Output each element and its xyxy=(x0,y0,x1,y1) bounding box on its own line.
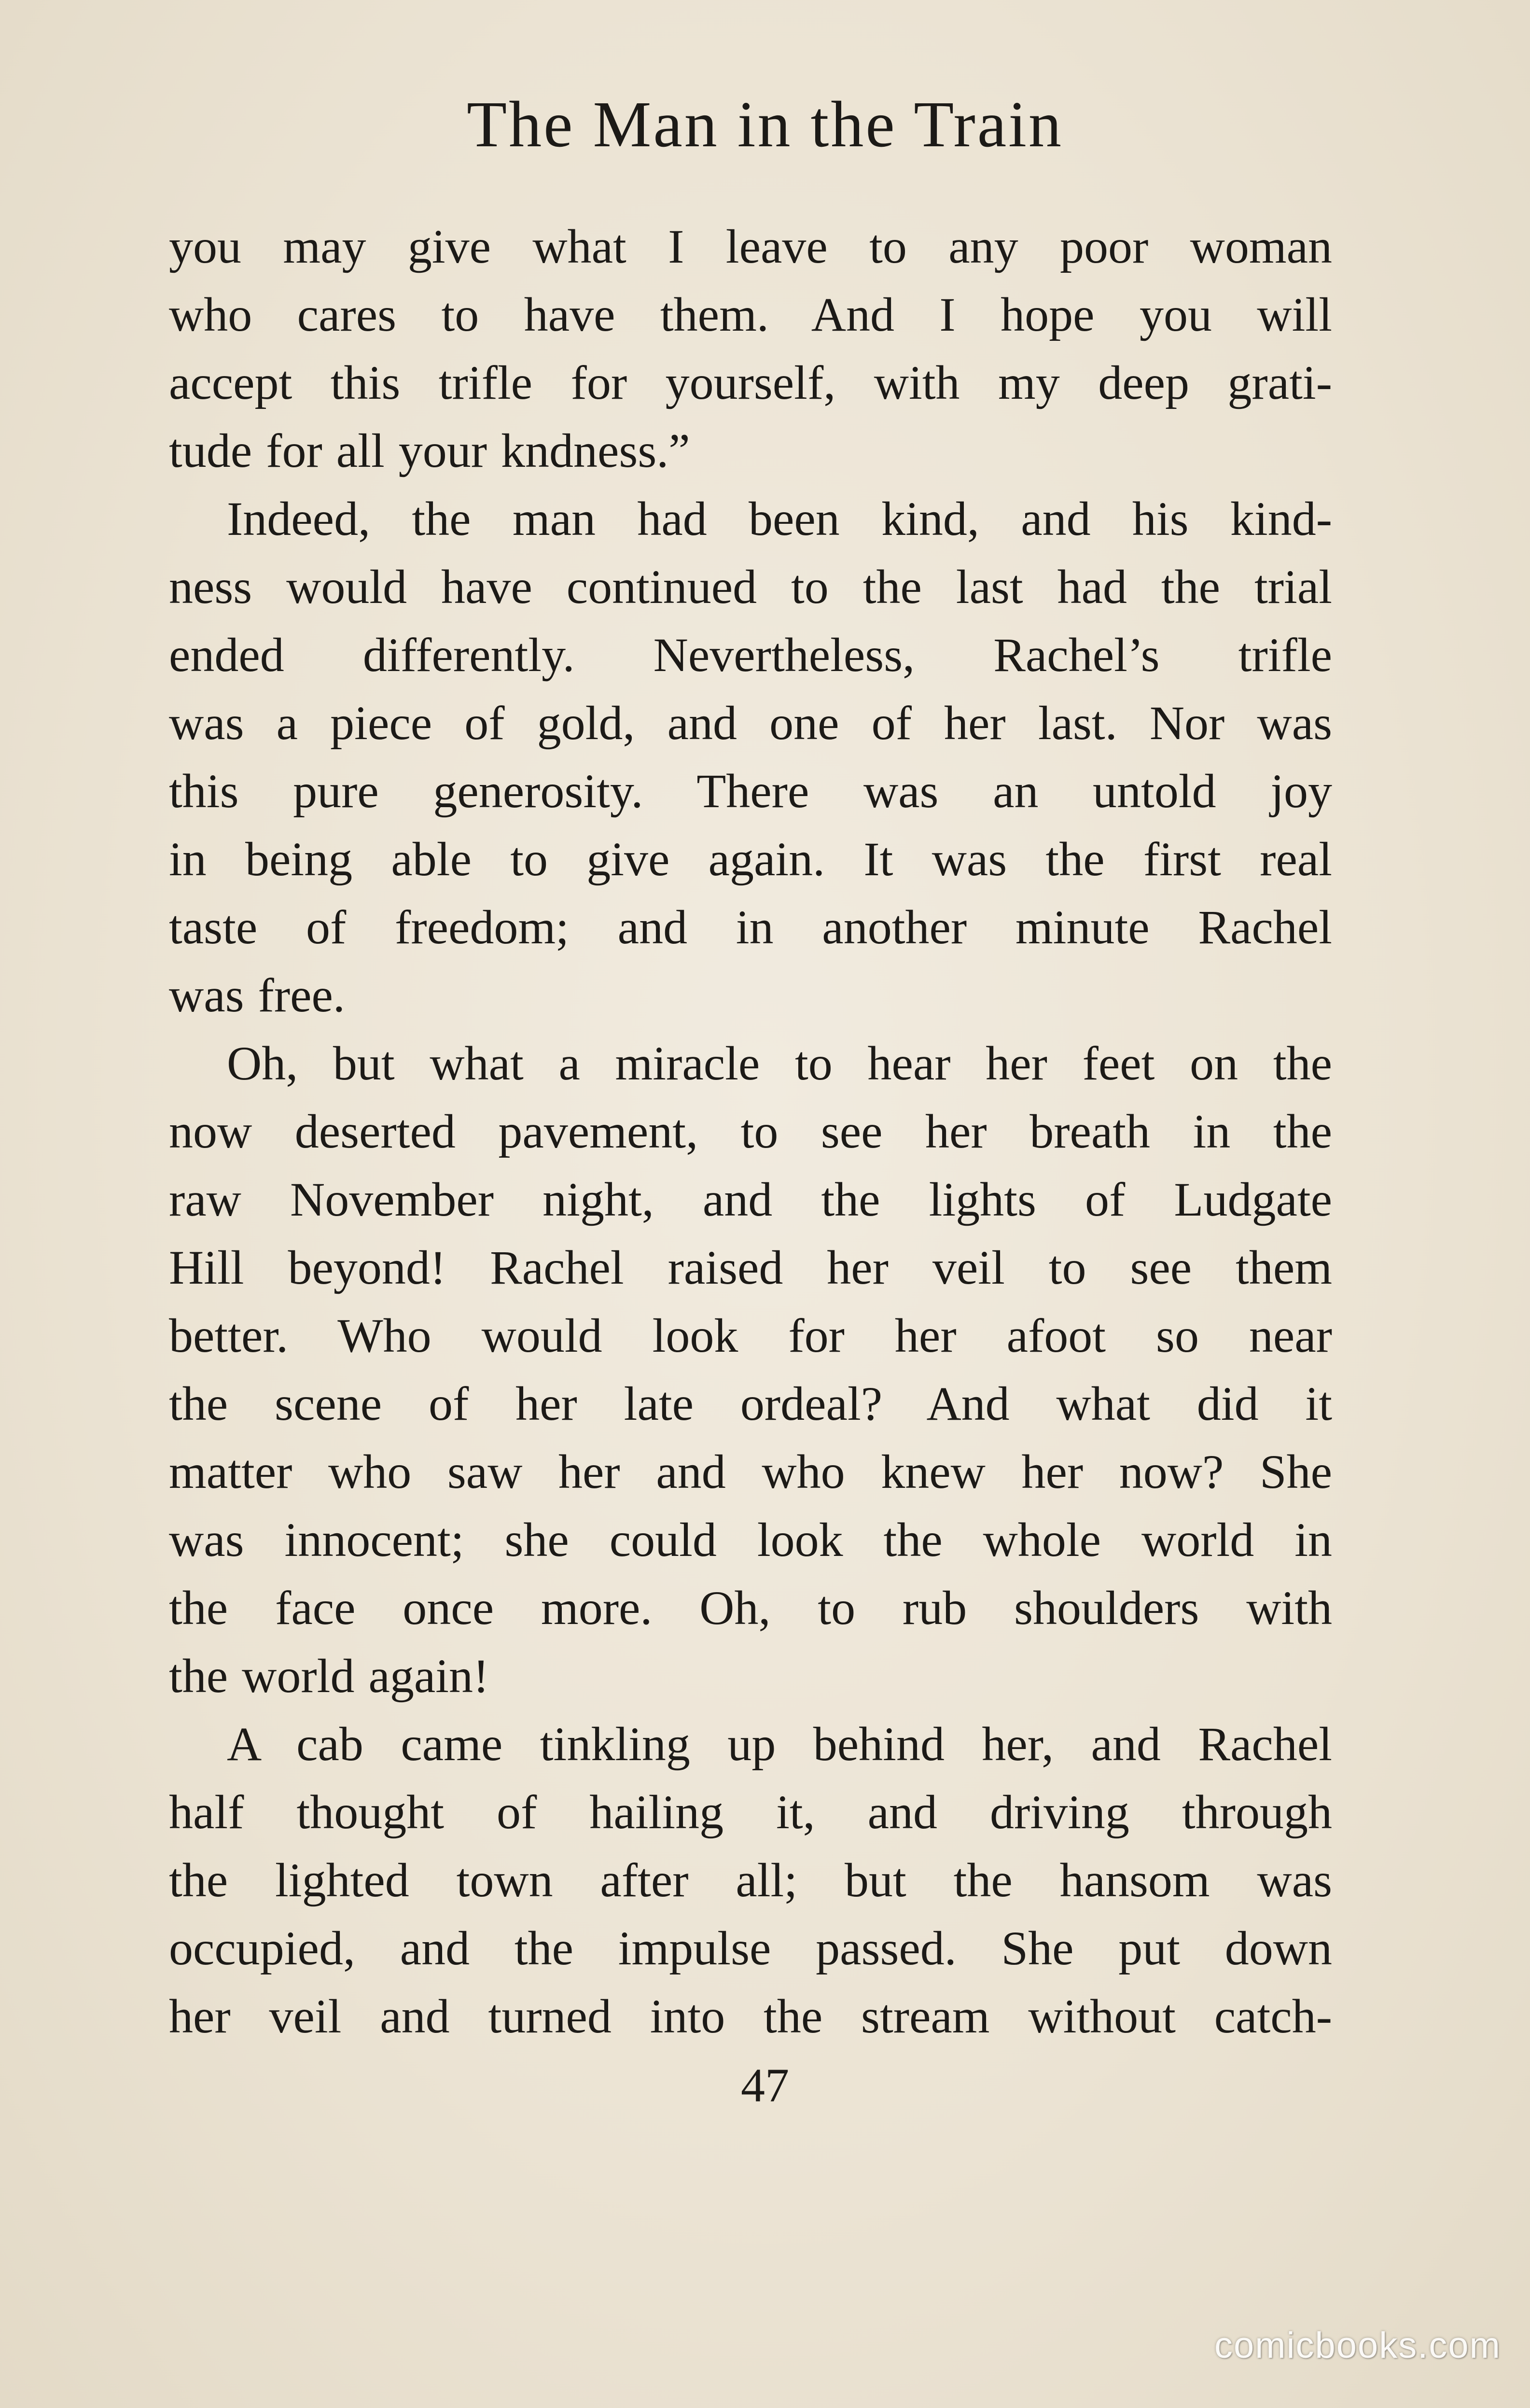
text-line: in being able to give again. It was the first real xyxy=(169,832,1332,886)
text-line: occupied, and the impulse passed. She put down xyxy=(169,1921,1332,1975)
text-line: the face once more. Oh, to rub shoulders with xyxy=(169,1581,1332,1635)
body-text xyxy=(169,212,1332,2050)
text-line: was a piece of gold, and one of her last. Nor was xyxy=(169,696,1332,750)
text-line: Hill beyond! Rachel raised her veil to see them xyxy=(169,1241,1332,1294)
text-line: ended differently. Nevertheless, Rachel’s trifle xyxy=(169,628,1332,682)
text-line: Indeed, the man had been kind, and his kind- xyxy=(227,492,1332,546)
text-line: A cab came tinkling up behind her, and Rachel xyxy=(227,1717,1332,1771)
page-number: 47 xyxy=(741,2058,789,2112)
text-line: the scene of her late ordeal? And what did it xyxy=(169,1377,1332,1430)
text-line: tude for all your kndness.” xyxy=(169,424,690,477)
text-line: accept this trifle for yourself, with my deep grati- xyxy=(169,356,1332,409)
text-line: was innocent; she could look the whole world in xyxy=(169,1513,1332,1567)
text-line: her veil and turned into the stream without catch- xyxy=(169,1989,1332,2043)
running-head: The Man in the Train xyxy=(467,88,1063,161)
text-line: Oh, but what a miracle to hear her feet on the xyxy=(227,1036,1332,1090)
text-line: matter who saw her and who knew her now? She xyxy=(169,1445,1332,1498)
text-line: you may give what I leave to any poor woman xyxy=(169,220,1332,273)
text-line: raw November night, and the lights of Ludgate xyxy=(169,1173,1332,1226)
text-line: now deserted pavement, to see her breath in the xyxy=(169,1105,1332,1158)
watermark: comicbooks.com xyxy=(1214,2325,1501,2366)
text-line: ness would have continued to the last had the trial xyxy=(169,560,1332,614)
paragraph xyxy=(169,1029,1332,1710)
text-line: the lighted town after all; but the hansom was xyxy=(169,1853,1332,1907)
text-line: who cares to have them. And I hope you will xyxy=(169,288,1332,341)
text-line: better. Who would look for her afoot so near xyxy=(169,1309,1332,1362)
paragraph xyxy=(169,485,1332,1029)
text-line: half thought of hailing it, and driving through xyxy=(169,1785,1332,1839)
paragraph xyxy=(169,212,1332,485)
text-line: was free. xyxy=(169,968,345,1022)
text-line: this pure generosity. There was an untold joy xyxy=(169,764,1332,818)
paragraph xyxy=(169,1710,1332,2050)
text-line: taste of freedom; and in another minute Rachel xyxy=(169,900,1332,954)
text-line: the world again! xyxy=(169,1649,489,1703)
